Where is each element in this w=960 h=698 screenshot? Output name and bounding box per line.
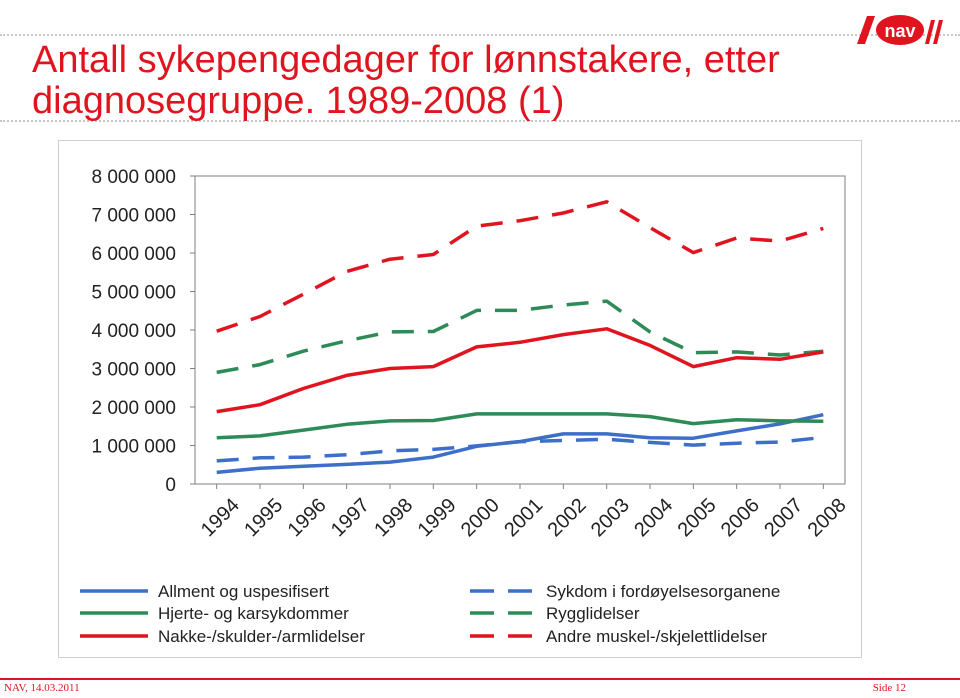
slide-title: Antall sykepengedager for lønnstakere, etter diagnosegruppe. 1989-2008 (1)	[32, 39, 780, 122]
y-tick-label: 5 000 000	[91, 282, 176, 304]
x-tick-label: 1997	[326, 494, 374, 542]
x-tick-label: 1999	[413, 494, 461, 542]
legend-label: Sykdom i fordøyelsesorganene	[546, 582, 781, 601]
series-line-3	[217, 414, 824, 438]
x-tick-label: 2002	[543, 494, 591, 542]
x-tick-label: 1994	[196, 494, 244, 542]
y-tick-label: 8 000 000	[91, 167, 176, 188]
x-tick-label: 2005	[673, 494, 721, 542]
legend-label: Allment og uspesifisert	[158, 582, 330, 601]
legend-label: Hjerte- og karsykdommer	[158, 604, 349, 623]
footer-page-number: Side 12	[872, 682, 906, 694]
x-tick-label: 2007	[760, 494, 808, 542]
series-line-4	[217, 301, 824, 372]
x-tick-label: 2001	[500, 494, 548, 542]
y-tick-label: 7 000 000	[91, 205, 176, 227]
x-tick-label: 2008	[803, 494, 851, 542]
y-tick-label: 3 000 000	[91, 359, 176, 381]
y-tick-label: 1 000 000	[91, 436, 176, 458]
x-tick-label: 2004	[630, 494, 678, 542]
footer-rule	[0, 678, 960, 680]
legend-label: Nakke-/skulder-/armlidelser	[158, 627, 365, 646]
x-tick-label: 2003	[586, 494, 634, 542]
y-tick-label: 6 000 000	[91, 244, 176, 265]
y-tick-label: 0	[165, 475, 176, 496]
series-line-5	[217, 329, 824, 412]
x-tick-label: 1996	[283, 494, 331, 542]
x-tick-label: 1995	[240, 494, 288, 542]
nav-logo-text: nav	[884, 21, 916, 41]
x-tick-label: 2006	[716, 494, 764, 542]
legend-label: Rygglidelser	[546, 604, 640, 623]
x-tick-label: 1998	[370, 494, 418, 542]
y-tick-label: 2 000 000	[91, 398, 176, 419]
y-tick-label: 4 000 000	[91, 321, 176, 342]
x-tick-label: 2000	[456, 494, 504, 542]
legend-label: Andre muskel-/skjelettlidelser	[546, 627, 768, 646]
series-line-2	[217, 437, 824, 461]
series-line-6	[217, 202, 824, 331]
footer-source: NAV, 14.03.2011	[4, 682, 80, 694]
